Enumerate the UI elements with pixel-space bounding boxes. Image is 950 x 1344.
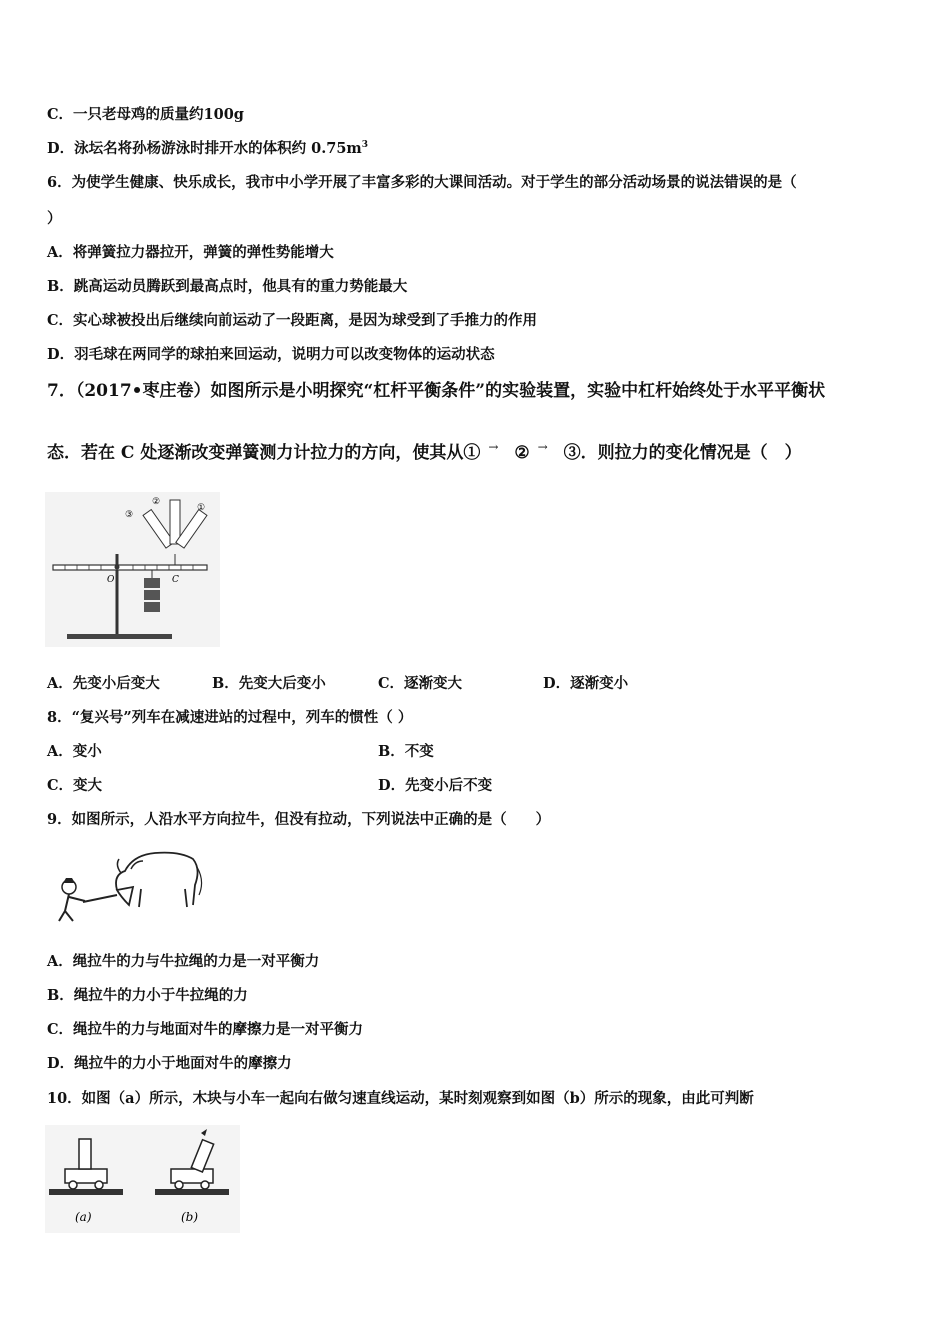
q7-option-a: A．先变小后变大: [47, 675, 160, 692]
q10-stem: 10．如图（a）所示，木块与小车一起向右做匀速直线运动，某时刻观察到如图（b）所示的现象，由此可判断: [47, 1090, 754, 1107]
q9-option-b: B．绳拉牛的力小于牛拉绳的力: [47, 987, 248, 1004]
fig-label-b: (b): [181, 1210, 199, 1224]
q6-option-a: A．将弹簧拉力器拉开，弹簧的弹性势能增大: [47, 244, 334, 261]
q8-option-a: A．变小: [47, 743, 102, 760]
fig-label-a: (a): [75, 1210, 92, 1224]
q7-option-b: B．先变大后变小: [212, 675, 326, 692]
fig-label-o: O: [107, 575, 115, 585]
q8-stem: 8．“复兴号”列车在减速进站的过程中，列车的惯性（ ）: [47, 709, 413, 726]
q5-option-d-superscript: 3: [361, 140, 369, 151]
q9-stem: 9．如图所示，人沿水平方向拉牛，但没有拉动，下列说法中正确的是（ ）: [47, 811, 551, 828]
q9-option-d: D．绳拉牛的力小于地面对牛的摩擦力: [47, 1055, 292, 1072]
q5-option-d: [47, 137, 368, 158]
q5-option-c: C．一只老母鸡的质量约100g: [47, 106, 244, 123]
q5-option-d-text: D．泳坛名将孙杨游泳时排开水的体积约 0.75m: [47, 140, 362, 157]
fig-label-3: ③: [125, 510, 134, 520]
q9-option-a: A．绳拉牛的力与牛拉绳的力是一对平衡力: [47, 953, 320, 970]
q7-arrow-2-glyph: →: [537, 440, 548, 454]
q8-option-d: D．先变小后不变: [378, 777, 493, 794]
lever-experiment-figure: [45, 492, 220, 647]
q7-stem-part1: 态．若在 C 处逐渐改变弹簧测力计拉力的方向，使其从①: [47, 443, 481, 463]
q8-option-c: C．变大: [47, 777, 103, 794]
q7-option-d: D．逐渐变小: [543, 675, 629, 692]
q6-stem-line2: ）: [47, 210, 62, 227]
q7-circle-2: ②: [514, 443, 530, 463]
cart-block-figure: [45, 1125, 240, 1233]
q9-option-c: C．绳拉牛的力与地面对牛的摩擦力是一对平衡力: [47, 1021, 364, 1038]
q7-option-c: C．逐渐变大: [378, 675, 463, 692]
q6-option-d: D．羽毛球在两同学的球拍来回运动，说明力可以改变物体的运动状态: [47, 346, 495, 363]
fig-label-1: ①: [197, 503, 206, 513]
q7-stem-line1: 7．（2017•枣庄卷）如图所示是小明探究“杠杆平衡条件”的实验装置，实验中杠杆始终处于水平平衡状: [47, 381, 826, 401]
q8-option-b: B．不变: [378, 743, 434, 760]
q7-arrow-1-glyph: →: [488, 440, 499, 454]
q6-stem-line1: 6．为使学生健康、快乐成长，我市中小学开展了丰富多彩的大课间活动。对于学生的部分活动场景的说法错误的是（: [47, 174, 797, 191]
q6-option-b: B．跳高运动员腾跃到最高点时，他具有的重力势能最大: [47, 278, 408, 295]
q7-stem-line2: [47, 438, 802, 463]
q7-stem-part2: ③．则拉力的变化情况是（ ）: [563, 443, 802, 463]
person-pulling-ox-figure: [55, 845, 205, 930]
fig-label-2: ②: [152, 497, 161, 507]
fig-label-c: C: [172, 575, 179, 585]
q6-option-c: C．实心球被投出后继续向前运动了一段距离，是因为球受到了手推力的作用: [47, 312, 538, 329]
